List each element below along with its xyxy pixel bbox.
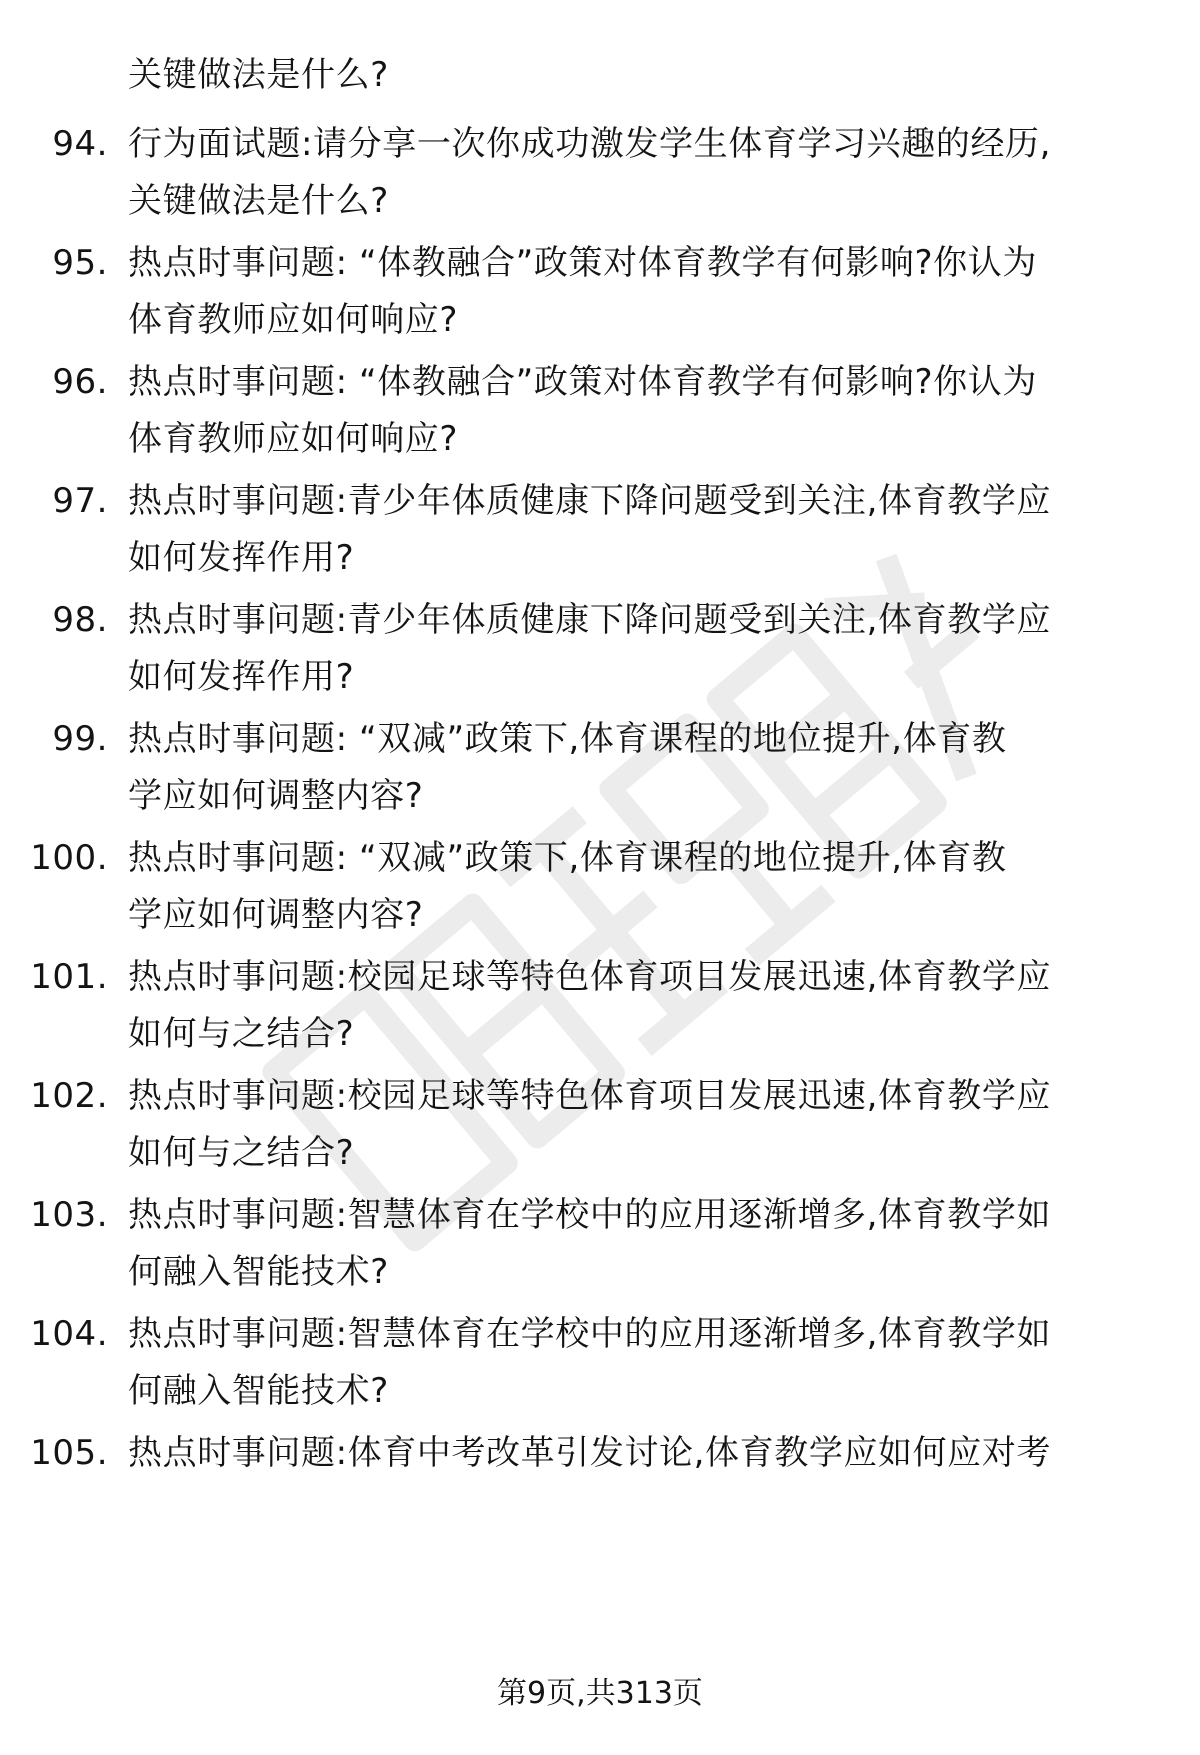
item-number: 103.: [30, 1195, 108, 1235]
item-text: 何融入智能技术?: [128, 1371, 389, 1411]
item-number: 101.: [30, 957, 108, 997]
list-item: [0, 478, 1200, 524]
item-text: 热点时事问题:青少年体质健康下降问题受到关注,体育教学应: [128, 600, 1052, 640]
item-text: 热点时事问题:校园足球等特色体育项目发展迅速,体育教学应: [128, 957, 1052, 997]
item-number: 97.: [52, 481, 108, 521]
list-item: [0, 1130, 1200, 1176]
item-number: 98.: [52, 600, 108, 640]
item-text: 热点时事问题: “双减”政策下,体育课程的地位提升,体育教: [128, 838, 1007, 878]
item-number: 105.: [30, 1433, 108, 1473]
list-item: [0, 416, 1200, 462]
list-item: [0, 597, 1200, 643]
list-item: [0, 1311, 1200, 1357]
list-item: [0, 716, 1200, 762]
item-text: 何融入智能技术?: [128, 1252, 389, 1292]
list-item: [0, 178, 1200, 224]
item-number: 102.: [30, 1076, 108, 1116]
item-text: 热点时事问题:智慧体育在学校中的应用逐渐增多,体育教学如: [128, 1314, 1052, 1354]
list-item: [0, 1192, 1200, 1238]
list-item: [0, 954, 1200, 1000]
item-text: 关键做法是什么?: [128, 181, 389, 221]
list-item: [0, 297, 1200, 343]
list-item: [0, 121, 1200, 167]
item-text: 热点时事问题:校园足球等特色体育项目发展迅速,体育教学应: [128, 1076, 1052, 1116]
continuation-text: 关键做法是什么?: [128, 55, 389, 95]
list-item: [0, 1011, 1200, 1057]
item-text: 如何发挥作用?: [128, 538, 355, 578]
list-item: [0, 359, 1200, 405]
item-number: 104.: [30, 1314, 108, 1354]
item-text: 学应如何调整内容?: [128, 895, 424, 935]
list-item: [0, 1249, 1200, 1295]
item-text: 行为面试题:请分享一次你成功激发学生体育学习兴趣的经历,: [128, 124, 1052, 164]
item-text: 体育教师应如何响应?: [128, 300, 459, 340]
item-text: 热点时事问题:青少年体质健康下降问题受到关注,体育教学应: [128, 481, 1052, 521]
item-number: 96.: [52, 362, 108, 402]
list-item: [0, 1073, 1200, 1119]
item-text: 如何发挥作用?: [128, 657, 355, 697]
item-text: 学应如何调整内容?: [128, 776, 424, 816]
list-item: [0, 240, 1200, 286]
list-item: [0, 773, 1200, 819]
item-number: 100.: [30, 838, 108, 878]
item-text: 热点时事问题: “体教融合”政策对体育教学有何影响?你认为: [128, 362, 1037, 402]
list-item: [0, 835, 1200, 881]
item-text: 热点时事问题:体育中考改革引发讨论,体育教学应如何应对考: [128, 1433, 1052, 1473]
list-item: [0, 1430, 1200, 1476]
item-text: 体育教师应如何响应?: [128, 419, 459, 459]
item-text: 热点时事问题: “双减”政策下,体育课程的地位提升,体育教: [128, 719, 1007, 759]
item-number: 95.: [52, 243, 108, 283]
item-text: 如何与之结合?: [128, 1133, 355, 1173]
item-number: 99.: [52, 719, 108, 759]
list-item: [0, 654, 1200, 700]
list-item: [0, 892, 1200, 938]
page-footer: 第9页,共313页: [497, 1676, 703, 1711]
item-text: 热点时事问题: “体教融合”政策对体育教学有何影响?你认为: [128, 243, 1037, 283]
list-item: [0, 535, 1200, 581]
continuation-line: [0, 52, 1200, 98]
item-text: 热点时事问题:智慧体育在学校中的应用逐渐增多,体育教学如: [128, 1195, 1052, 1235]
list-item: [0, 1368, 1200, 1414]
item-number: 94.: [52, 124, 108, 164]
item-text: 如何与之结合?: [128, 1014, 355, 1054]
